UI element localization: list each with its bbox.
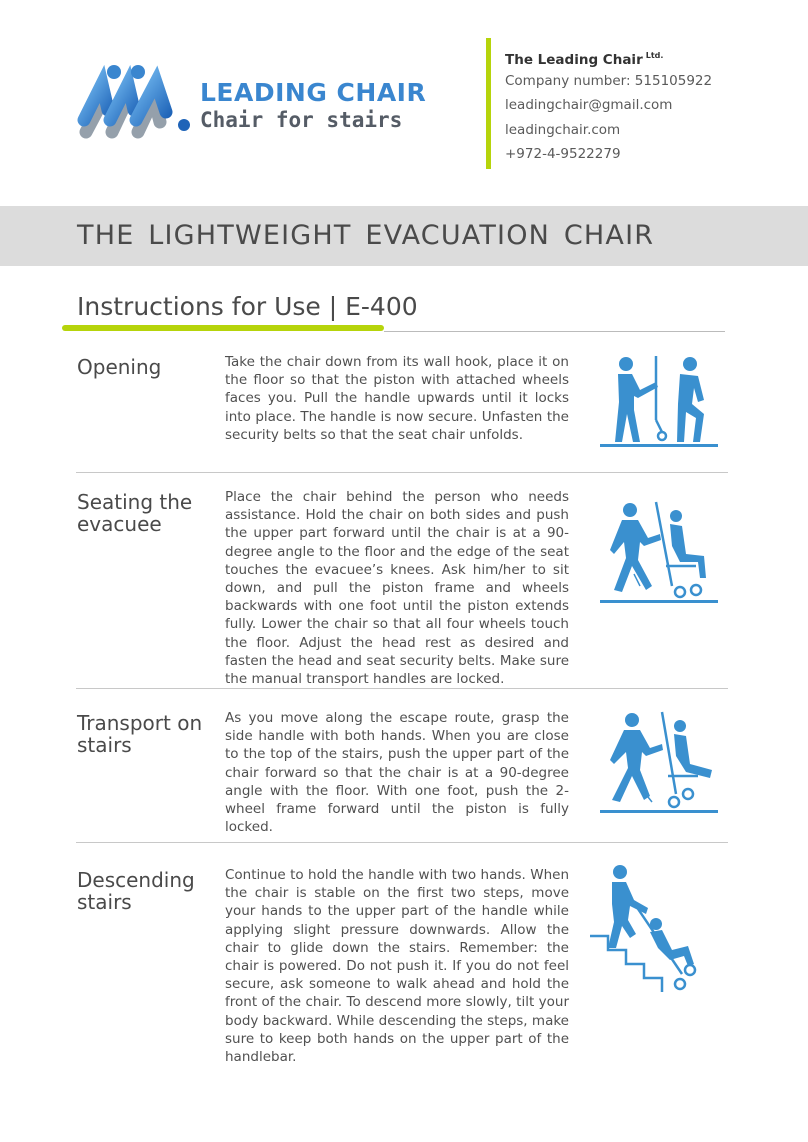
company-suffix: Ltd.: [645, 51, 664, 60]
leading-chair-logo-icon: [76, 62, 198, 142]
transport-pictogram-icon: [600, 710, 722, 814]
accent-divider: [486, 38, 491, 169]
section-divider: [76, 688, 728, 689]
section-divider: [76, 472, 728, 473]
section-divider: [76, 842, 728, 843]
section-text-transport: As you move along the escape route, grasp the side handle with both hands. When you are close to the top of the stairs, push the upper part of the chair forward so that the chair is at a 90-degree angle with the floor. With one foot, push the 2-wheel frame forward until the piston is fully locked.: [225, 710, 569, 836]
heading-underline-accent: [62, 325, 384, 331]
company-name: [505, 44, 712, 69]
company-name-text: The Leading Chair: [505, 52, 643, 68]
contact-email: leadingchair@gmail.com: [505, 97, 673, 113]
descending-pictogram-icon: [590, 864, 712, 996]
section-heading-descending: Descending stairs: [77, 868, 195, 914]
document-title: THE LIGHTWEIGHT EVACUATION CHAIR: [77, 220, 655, 251]
contact-block: [505, 44, 712, 167]
section-heading-opening: Opening: [77, 355, 162, 379]
section-text-seating: Place the chair behind the person who needs assistance. Hold the chair on both sides and push the upper part forward until the chair is at a 90-degree angle to the floor and the edge of the seat touches the evacuee’s knees. Ask him/her to sit down, and pull the piston frame and wheels backwards with one foot until the piston extends fully. Lower the chair so that all four wheels touch the floor. Adjust the head rest as desired and fasten the head and seat security belts. Make sure the manual transport handles are locked.: [225, 489, 569, 688]
section-heading-transport: Transport on stairs: [77, 711, 203, 757]
brand-tagline: Chair for stairs: [200, 108, 403, 132]
opening-pictogram-icon: [600, 352, 722, 448]
brand-name: LEADING CHAIR: [200, 78, 427, 107]
instructions-heading: Instructions for Use | E-400: [77, 292, 418, 321]
section-text-opening: Take the chair down from its wall hook, place it on the floor so that the piston with attached wheels faces you. Pull the handle upwards until it locks into place. The handle is now secure. Unfasten the security belts so that the seat chair unfolds.: [225, 354, 569, 443]
company-logo: [76, 62, 427, 142]
contact-phone: +972-4-9522279: [505, 146, 621, 162]
section-heading-seating: Seating the evacuee: [77, 490, 193, 536]
company-number: Company number: 515105922: [505, 72, 713, 89]
seating-pictogram-icon: [600, 498, 722, 604]
section-text-descending: Continue to hold the handle with two hands. When the chair is stable on the first two steps, move your hands to the upper part of the handle while applying slight pressure downwards. Allow the chair to glide down the stairs. Remember: the chair is powered. Do not push it. If you do not feel secure, ask someone to walk ahead and hold the front of the chair. To descend more slowly, tilt your body backward. While descending the steps, make sure to keep both hands on the upper part of the handlebar.: [225, 867, 569, 1066]
title-banner: [0, 206, 808, 266]
heading-underline: [384, 331, 725, 332]
contact-website: leadingchair.com: [505, 121, 621, 138]
